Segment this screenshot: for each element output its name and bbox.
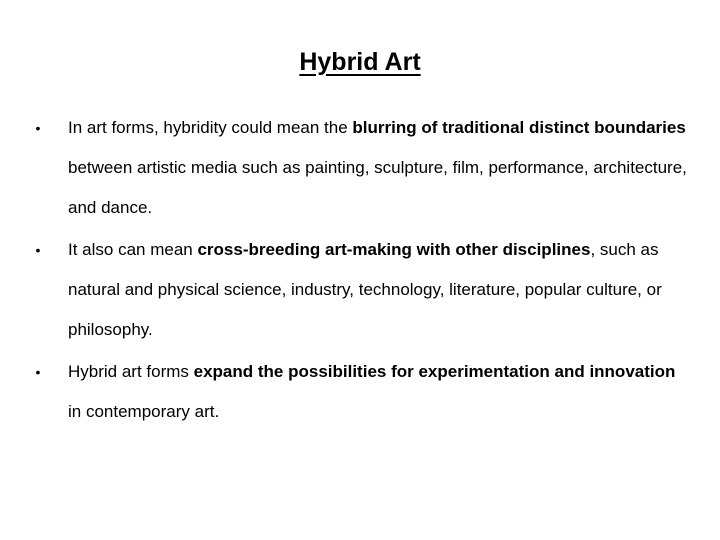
bullet-text-bold: blurring of traditional distinct boundaries	[352, 118, 686, 137]
bullet-text-bold: cross-breeding art-making with other disciplines	[197, 240, 591, 259]
bullet-text-plain: , such as natural and physical science, industry, technology, literature, popular culture, or philosophy.	[68, 240, 662, 339]
bullet-text-plain: Hybrid art forms	[68, 362, 194, 381]
bullet-item	[28, 108, 688, 228]
bullet-text-bold: expand the possibilities for experimentation and innovation	[193, 362, 676, 381]
bullet-text-plain: It also can mean	[68, 240, 198, 259]
bullet-text-plain: between artistic media such as painting, sculpture, film, performance, architecture, and dance.	[68, 158, 687, 217]
bullet-text-plain: in contemporary art.	[68, 402, 220, 421]
bullet-icon: •	[35, 242, 41, 258]
bullet-item	[28, 230, 688, 350]
bullet-item	[28, 352, 688, 432]
bullet-icon: •	[35, 120, 41, 136]
bullet-icon: •	[35, 364, 41, 380]
bullet-text-plain: In art forms, hybridity could mean the	[68, 118, 353, 137]
slide-title: Hybrid Art	[299, 48, 421, 76]
bullet-list	[28, 108, 688, 432]
